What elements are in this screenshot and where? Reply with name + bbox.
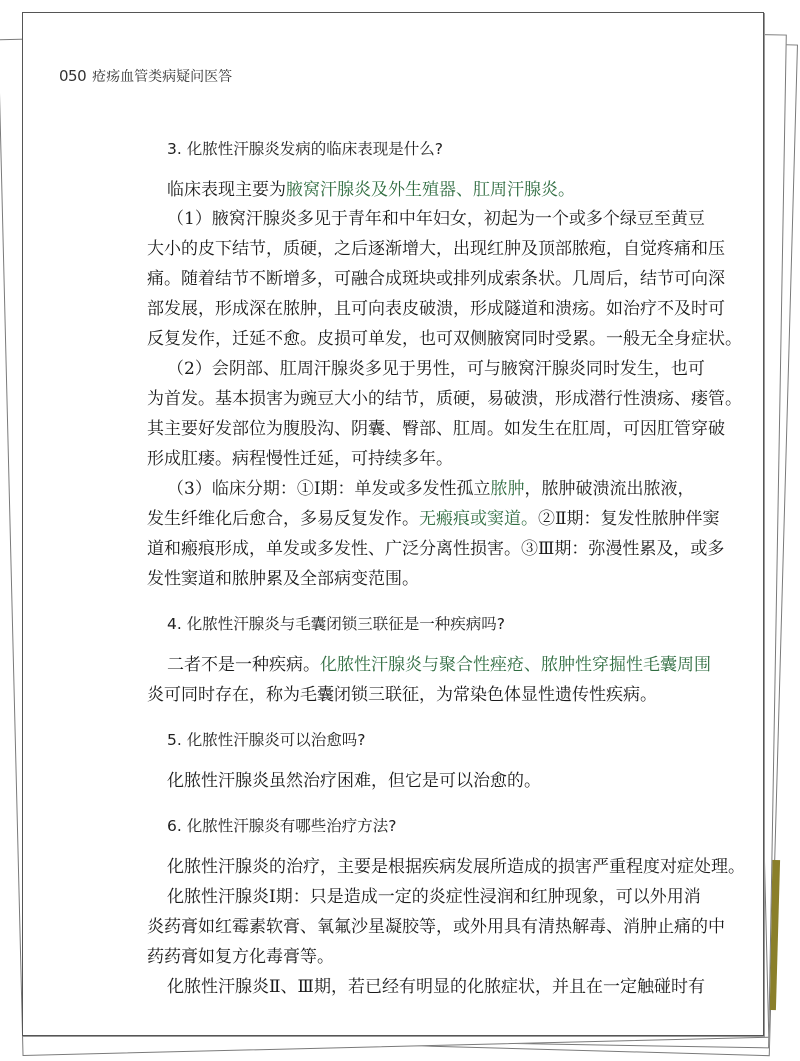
body-text-line xyxy=(147,564,419,589)
text-run: 6. 化脓性汗腺炎有哪些治疗方法? xyxy=(167,817,397,835)
text-run: 部发展，形成深在脓肿，且可向表皮破溃，形成隧道和溃疡。如治疗不及时可 xyxy=(147,299,725,319)
body-text-line xyxy=(147,294,725,319)
text-run: 道和瘢痕形成，单发或多发性、广泛分离性损害。③Ⅲ期：弥漫性累及，或多 xyxy=(147,539,725,559)
question-heading xyxy=(167,612,505,634)
text-run: 二者不是一种疾病。 xyxy=(167,655,320,675)
text-run: （2）会阴部、肛周汗腺炎多见于男性，可与腋窝汗腺炎同时发生，也可 xyxy=(167,359,705,379)
body-text-line xyxy=(147,680,657,705)
body-text-line xyxy=(167,852,745,877)
text-run: 4. 化脓性汗腺炎与毛囊闭锁三联征是一种疾病吗? xyxy=(167,615,505,633)
highlighted-text: 无瘢痕或窦道。 xyxy=(419,509,538,529)
body-text-line xyxy=(167,882,701,907)
body-text-line xyxy=(147,444,453,469)
body-text-line xyxy=(147,534,724,559)
body-text-line xyxy=(167,972,705,997)
text-run: （1）腋窝汗腺炎多见于青年和中年妇女，初起为一个或多个绿豆至黄豆 xyxy=(167,209,705,229)
page-header xyxy=(59,63,232,89)
text-run: 大小的皮下结节，质硬，之后逐渐增大，出现红肿及顶部脓疱，自觉疼痛和压 xyxy=(147,239,725,259)
text-run: 5. 化脓性汗腺炎可以治愈吗? xyxy=(167,731,366,749)
question-heading xyxy=(167,814,396,836)
question-heading xyxy=(167,728,365,750)
highlighted-text: 化脓性汗腺炎与聚合性痤疮、脓肿性穿掘性毛囊周围 xyxy=(320,655,711,675)
text-run: 为首发。基本损害为豌豆大小的结节，质硬，易破溃，形成潜行性溃疡、瘘管。 xyxy=(147,389,742,409)
body-text-line xyxy=(167,766,541,791)
body-text-line xyxy=(167,354,705,379)
question-heading xyxy=(167,137,443,159)
body-text-line xyxy=(147,234,725,259)
body-text-line xyxy=(147,942,334,967)
text-run: 其主要好发部位为腹股沟、阴囊、臀部、肛周。如发生在肛周，可因肛管穿破 xyxy=(147,419,725,439)
text-run: 化脓性汗腺炎虽然治疗困难，但它是可以治愈的。 xyxy=(167,771,541,791)
running-head: 疮疡血管类病疑问医答 xyxy=(92,69,233,85)
body-text-line xyxy=(167,474,695,499)
page-number: 050 xyxy=(59,67,87,85)
text-run: 痛。随着结节不断增多，可融合成斑块或排列成索条状。几周后，结节可向深 xyxy=(147,269,725,289)
body-text-line xyxy=(147,504,720,529)
text-run: ②Ⅱ期：复发性脓肿伴窦 xyxy=(538,509,720,529)
body-text-line xyxy=(167,204,705,229)
text-run: 化脓性汗腺炎Ⅰ期：只是造成一定的炎症性浸润和红肿现象，可以外用消 xyxy=(167,887,701,907)
text-run: 药药膏如复方化毒膏等。 xyxy=(147,947,334,967)
text-run: 化脓性汗腺炎的治疗，主要是根据疾病发展所造成的损害严重程度对症处理。 xyxy=(167,857,745,877)
body-text-line xyxy=(167,175,575,200)
highlighted-text: 脓肿 xyxy=(490,479,525,499)
body-text-line xyxy=(147,264,725,289)
text-run: 发生纤维化后愈合，多易反复发作。 xyxy=(147,509,419,529)
highlighted-text: 腋窝汗腺炎及外生殖器、肛周汗腺炎。 xyxy=(286,180,575,200)
body-text-line xyxy=(167,650,711,675)
text-run: 炎可同时存在，称为毛囊闭锁三联征，为常染色体显性遗传性疾病。 xyxy=(147,685,657,705)
body-text-line xyxy=(147,912,725,937)
body-text-line xyxy=(147,384,742,409)
text-run: 化脓性汗腺炎Ⅱ、Ⅲ期，若已经有明显的化脓症状，并且在一定触碰时有 xyxy=(167,977,705,997)
text-run: 形成肛瘘。病程慢性迁延，可持续多年。 xyxy=(147,449,453,469)
body-text-line xyxy=(147,324,742,349)
text-run: 炎药膏如红霉素软膏、氧氟沙星凝胶等，或外用具有清热解毒、消肿止痛的中 xyxy=(147,917,725,937)
text-run: 临床表现主要为 xyxy=(167,180,286,200)
book-page xyxy=(22,12,764,1036)
text-run: ，脓肿破溃流出脓液， xyxy=(524,479,695,499)
text-run: （3）临床分期：①Ⅰ期：单发或多发性孤立 xyxy=(167,479,491,499)
text-run: 反复发作，迁延不愈。皮损可单发，也可双侧腋窝同时受累。一般无全身症状。 xyxy=(147,329,742,349)
body-text-line xyxy=(147,414,725,439)
text-run: 发性窦道和脓肿累及全部病变范围。 xyxy=(147,569,419,589)
text-run: 3. 化脓性汗腺炎发病的临床表现是什么? xyxy=(167,140,443,158)
